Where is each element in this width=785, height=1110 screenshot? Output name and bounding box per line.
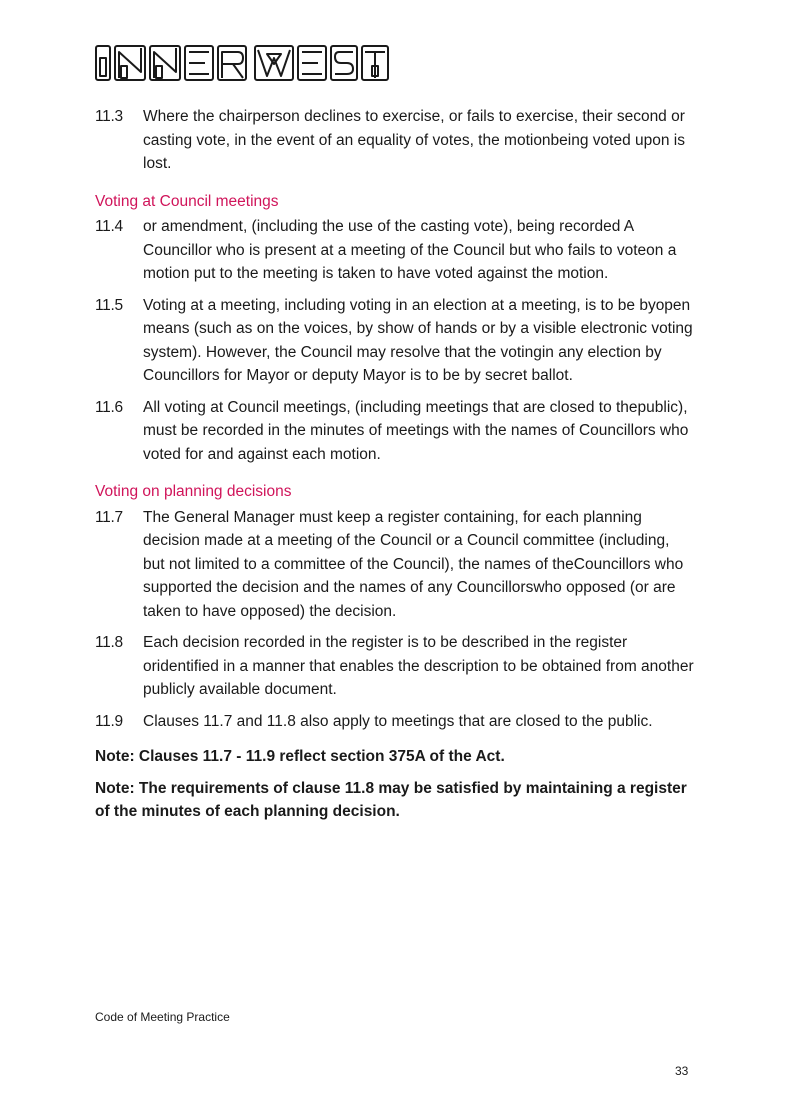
- clause-number: 11.7: [95, 508, 123, 526]
- clause-number: 11.8: [95, 634, 123, 651]
- inner-west-logo: [95, 44, 389, 82]
- clause-number: 11.9: [95, 712, 123, 730]
- note-register-minutes: Note: The requirements of clause 11.8 may be satisfied by maintaining a register of the minutes of each planning decision.: [95, 779, 687, 820]
- clause-text: Each decision recorded in the register is to be described in the register oridentified in a manner that enables the description to be obtained from another publicly available document.: [143, 634, 694, 698]
- clause-11-6: [95, 396, 695, 467]
- clause-11-7: [95, 506, 695, 624]
- note-section-375a: Note: Clauses 11.7 - 11.9 reflect section 375A of the Act.: [95, 748, 505, 765]
- clause-text: or amendment, (including the use of the casting vote), being recorded A Councillor who is present at a meeting of the Council but who fails to voteon a motion put to the meeting is taken to have voted against the motion.: [143, 218, 677, 282]
- clause-number: 11.6: [95, 398, 123, 416]
- clause-number: 11.4: [95, 218, 123, 235]
- section-heading-planning: Voting on planning decisions: [95, 483, 292, 500]
- clause-number: 11.3: [95, 108, 123, 125]
- footer-doc-title: Code of Meeting Practice: [95, 1010, 230, 1024]
- clause-text: The General Manager must keep a register containing, for each planning decision made at a meeting of the Council or a Council committee (including, but not limited to a committee of the Council), the names of theCouncillors who supported the decision and the names of any Councillorswho opposed (or are taken to have opposed) the decision.: [143, 508, 684, 620]
- clause-text: Voting at a meeting, including voting in an election at a meeting, is to be byopen means (such as on the voices, by show of hands or by a visible electronic voting system). However, the Council may resolve that the votingin any election by Councillors for Mayor or deputy Mayor is to be by secret ballot.: [143, 296, 693, 384]
- clause-text: Clauses 11.7 and 11.8 also apply to meetings that are closed to the public.: [143, 712, 653, 730]
- clause-11-4: [95, 215, 695, 286]
- section-heading-council: Voting at Council meetings: [95, 192, 279, 210]
- clause-11-3: [95, 105, 695, 176]
- document-body: [95, 105, 695, 824]
- page-number: 33: [675, 1064, 689, 1078]
- clause-number: 11.5: [95, 296, 123, 314]
- clause-text: All voting at Council meetings, (including meetings that are closed to thepublic), must be recorded in the minutes of meetings with the names of Councillors who voted for and against each motion.: [143, 398, 689, 463]
- clause-11-5: [95, 294, 695, 388]
- clause-11-8: [95, 631, 695, 702]
- logo-mark-icon: [95, 44, 389, 82]
- clause-text: Where the chairperson declines to exercise, or fails to exercise, their second or casting vote, in the event of an equality of votes, the motionbeing voted upon is lost.: [143, 108, 685, 172]
- clause-11-9: [95, 710, 695, 734]
